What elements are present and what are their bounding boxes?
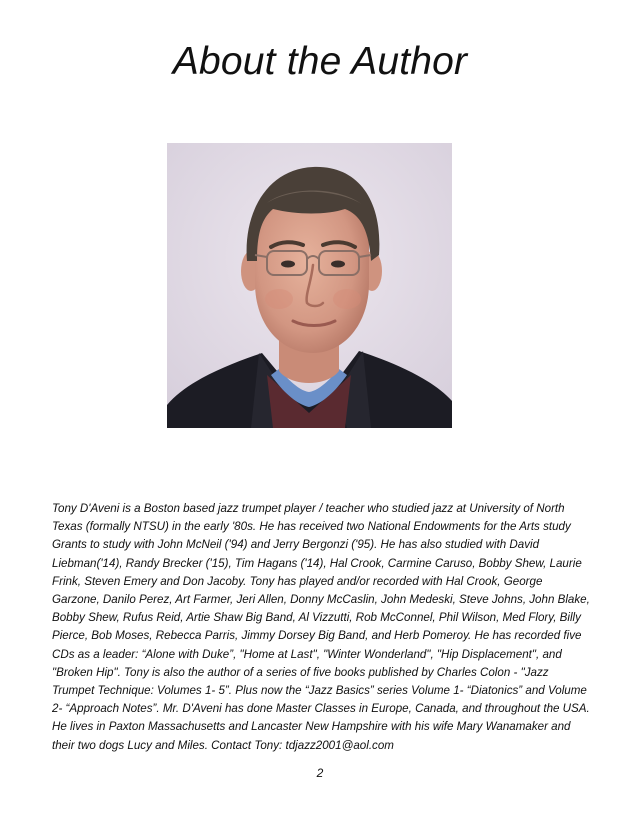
page-title: About the Author [172,40,468,83]
author-photo [167,143,452,428]
author-bio: Tony D'Aveni is a Boston based jazz trumpet player / teacher who studied jazz at University of North Texas (formally NTSU) in the early '80s. He has received two National Endowments for the Arts study Grants to study with John McNeil ('94) and Jerry Bergonzi ('95). He has also studied with David Liebman('14), Randy Brecker ('15), Tim Hagans ('14), Hal Crook, Carmine Caruso, Bobby Shew, Laurie Frink, Steven Emery and Don Jacoby. Tony has played and/or recorded with Hal Crook, George Garzone, Danilo Perez, Art Farmer, Jeri Allen, Donny McCaslin, John Medeski, Steve Johns, John Blake, Bobby Shew, Rufus Reid, Artie Shaw Big Band, Al Vizzutti, Rob McConnel, Phil Wilson, Med Flory, Billy Pierce, Bob Moses, Rebecca Parris, Jimmy Dorsey Big Band, and Herb Pomeroy. He has recorded five CDs as a leader: “Alone with Duke”, "Home at Last", "Winter Wonderland", "Hip Displacement", and "Broken Hip". Tony is also the author of a series of five books published by Charles Colon - "Jazz Trumpet Technique: Volumes 1- 5”. Plus now the “Jazz Basics” series Volume 1- “Diatonics” and Volume 2- “Approach Notes”. Mr. D'Aveni has done Master Classes in Europe, Canada, and throughout the USA. He lives in Paxton Massachusetts and Lancaster New Hampshire with his wife Mary Wanamaker and their two dogs Lucy and Miles. Contact Tony: tdjazz2001@aol.com [52,502,590,752]
page-number: 2 [316,766,324,780]
